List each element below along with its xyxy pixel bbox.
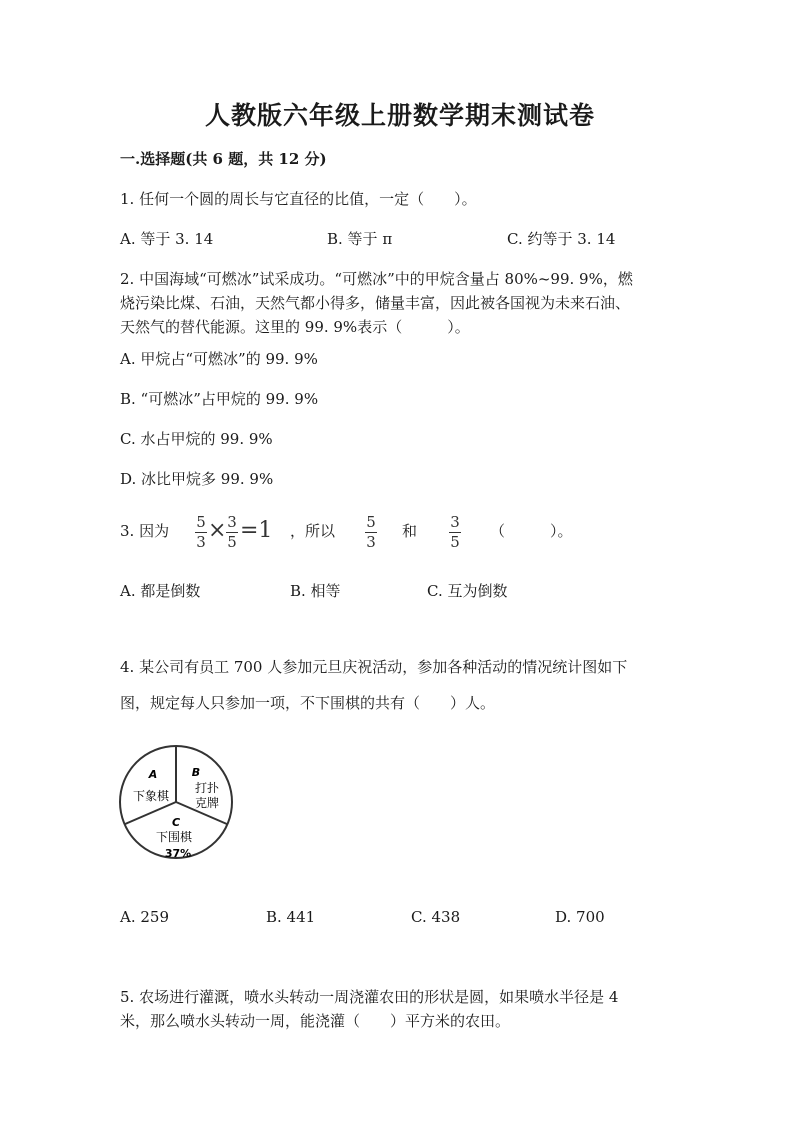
fraction-numerator: 5 xyxy=(196,513,206,531)
equation-fraction-1 xyxy=(195,514,207,551)
question-3-middle: ，所以 xyxy=(290,522,336,540)
fraction-denominator: 3 xyxy=(196,533,206,551)
fraction-three-fifths xyxy=(449,514,461,551)
slice-c-letter: C xyxy=(171,816,181,829)
question-3-option-c: C. 互为倒数 xyxy=(427,582,508,600)
fraction-five-thirds xyxy=(365,514,377,551)
question-5-line-2: 米，那么喷水头转动一周，能浇灌（ ）平方米的农田。 xyxy=(120,1012,511,1030)
question-4-line-1: 4. 某公司有员工 700 人参加元旦庆祝活动，参加各种活动的情况统计图如下 xyxy=(120,658,628,676)
question-4-line-2: 图，规定每人只参加一项，不下围棋的共有（ ）人。 xyxy=(120,694,496,712)
fraction-denominator: 5 xyxy=(227,533,237,551)
fraction-numerator: 3 xyxy=(227,513,237,531)
question-1-option-a: A. 等于 3. 14 xyxy=(120,230,214,248)
slice-a-letter: A xyxy=(148,768,158,781)
question-3-blank: （ ）。 xyxy=(490,522,573,540)
slice-c-value-label: 37% xyxy=(164,847,192,860)
question-4-option-a: A. 259 xyxy=(120,908,169,926)
equation-fraction-2 xyxy=(226,514,238,551)
question-4-option-c: C. 438 xyxy=(411,908,461,926)
question-4-option-b: B. 441 xyxy=(266,908,316,926)
slice-b-letter: B xyxy=(191,766,201,779)
question-1-option-c: C. 约等于 3. 14 xyxy=(507,230,616,248)
slice-a-label: 下象棋 xyxy=(132,789,170,803)
question-5-line-1: 5. 农场进行灌溉，喷水头转动一周浇灌农田的形状是圆，如果喷水半径是 4 xyxy=(120,988,619,1006)
question-3-option-b: B. 相等 xyxy=(290,582,341,600)
question-2-line-2: 烧污染比煤、石油，天然气都小得多，储量丰富，因此被各国视为未来石油、 xyxy=(120,294,631,312)
equals-one: =1 xyxy=(240,518,273,543)
question-1-option-b: B. 等于 π xyxy=(327,230,393,248)
fraction-numerator: 3 xyxy=(450,513,460,531)
question-2-option-a: A. 甲烷占“可燃冰”的 99. 9% xyxy=(120,350,318,368)
question-3-option-a: A. 都是倒数 xyxy=(120,582,201,600)
slice-c-label: 下围棋 xyxy=(155,830,193,844)
question-2-option-c: C. 水占甲烷的 99. 9% xyxy=(120,430,273,448)
page-title: 人教版六年级上册数学期末测试卷 xyxy=(204,101,595,130)
question-2-option-b: B. “可燃冰”占甲烷的 99. 9% xyxy=(120,390,319,408)
fraction-denominator: 5 xyxy=(450,533,460,551)
question-1-stem: 1. 任何一个圆的周长与它直径的比值，一定（ ）。 xyxy=(120,190,477,208)
question-2-option-d: D. 冰比甲烷多 99. 9% xyxy=(120,470,274,488)
question-2-line-1: 2. 中国海域“可燃冰”试采成功。“可燃冰”中的甲烷含量占 80%~99. 9%，燃 xyxy=(120,270,633,288)
question-3-and: 和 xyxy=(402,522,418,540)
fraction-denominator: 3 xyxy=(366,533,376,551)
question-3-prefix: 3. 因为 xyxy=(120,522,170,540)
section-heading: 一.选择题(共 6 题，共 12 分) xyxy=(120,150,327,168)
question-4-option-d: D. 700 xyxy=(555,908,605,926)
slice-b-label-line-1: 打扑 xyxy=(194,781,220,795)
fraction-numerator: 5 xyxy=(366,513,376,531)
activity-pie-chart xyxy=(115,740,245,870)
slice-b-label-line-2: 克牌 xyxy=(194,796,220,810)
times-sign: × xyxy=(208,518,227,543)
question-2-line-3: 天然气的替代能源。这里的 99. 9%表示（ ）。 xyxy=(120,318,470,336)
